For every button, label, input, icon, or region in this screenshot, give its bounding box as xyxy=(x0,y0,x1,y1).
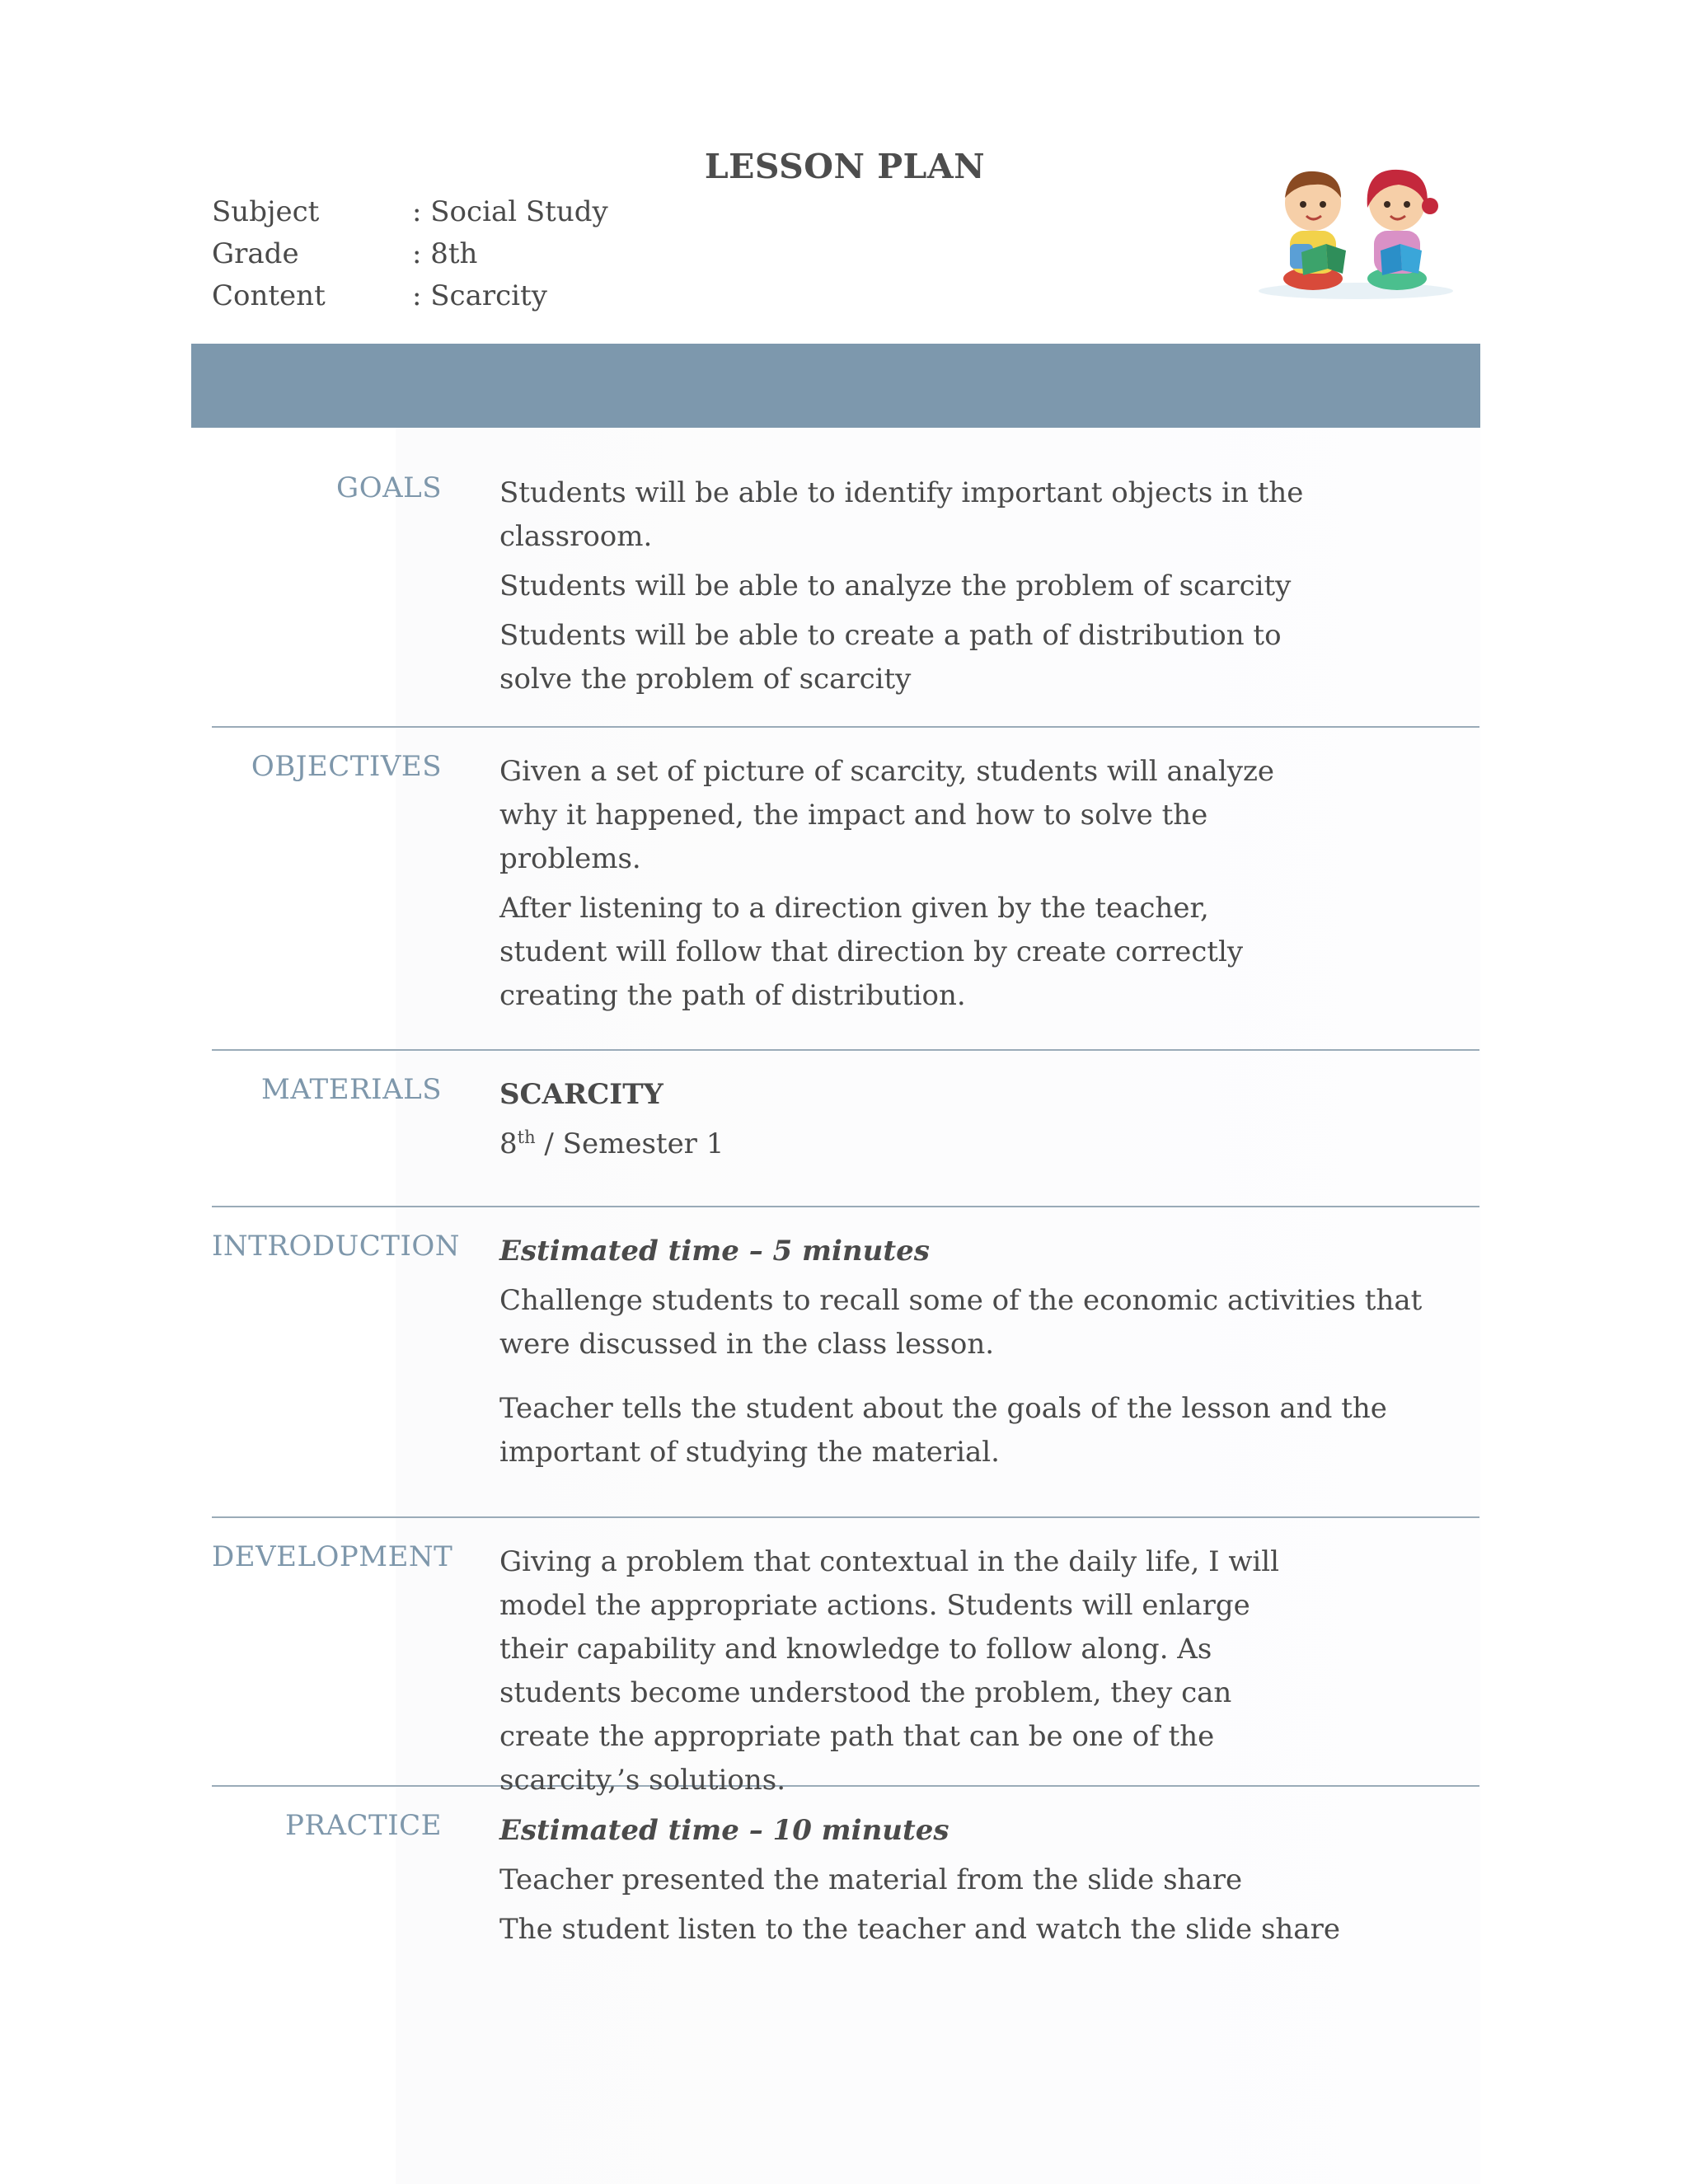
section-body xyxy=(499,471,1307,707)
section-goals xyxy=(212,457,1479,728)
goal-item: Students will be able to analyze the problem of scarcity xyxy=(499,569,1292,602)
section-objectives xyxy=(212,728,1479,1051)
materials-heading: SCARCITY xyxy=(499,1078,663,1111)
semester-text: / Semester 1 xyxy=(535,1127,724,1160)
meta-row-subject xyxy=(212,191,608,233)
estimated-time: Estimated time – 5 minutes xyxy=(499,1235,930,1268)
grade-suffix: th xyxy=(517,1127,536,1147)
meta-value: : Scarcity xyxy=(412,279,547,312)
header-banner xyxy=(191,344,1480,428)
section-body xyxy=(499,1809,1406,1957)
section-label: GOALS xyxy=(336,471,442,504)
introduction-item: Challenge students to recall some of the economic activities that were discussed in the class lesson. xyxy=(499,1284,1423,1361)
goal-item: Students will be able to create a path of distribution to solve the problem of scarcity xyxy=(499,619,1282,696)
children-reading-books-icon xyxy=(1249,155,1463,303)
estimated-time: Estimated time – 10 minutes xyxy=(499,1814,950,1847)
practice-item: Teacher presented the material from the slide share xyxy=(499,1863,1243,1896)
section-practice xyxy=(212,1787,1479,2034)
introduction-item: Teacher tells the student about the goals of the lesson and the important of studying the material. xyxy=(499,1392,1387,1469)
lesson-meta xyxy=(212,191,608,317)
grade-number: 8 xyxy=(499,1127,518,1160)
section-introduction xyxy=(212,1207,1479,1518)
section-materials xyxy=(212,1051,1479,1207)
section-body xyxy=(499,1540,1291,1808)
objective-item: After listening to a direction given by the teacher, student will follow that direction by create correctly creating the path of distribution. xyxy=(499,892,1244,1012)
meta-label: Grade xyxy=(212,237,299,270)
practice-item: The student listen to the teacher and watch the slide share xyxy=(499,1913,1340,1946)
section-label: MATERIALS xyxy=(261,1073,442,1106)
meta-row-content xyxy=(212,275,608,317)
section-body xyxy=(499,750,1307,1024)
development-text: Giving a problem that contextual in the daily life, I will model the appropriate actions. Students will enlarge their capability and knowledge to follow along. As students become understood the problem, they can create the appropriate path that can be one of the scarcity,’s solutions. xyxy=(499,1545,1280,1797)
goal-item: Students will be able to identify important objects in the classroom. xyxy=(499,476,1304,553)
page-title: LESSON PLAN xyxy=(704,147,986,186)
section-label: INTRODUCTION xyxy=(212,1230,460,1263)
section-body xyxy=(499,1073,1447,1172)
meta-value: : 8th xyxy=(412,237,478,270)
section-label: PRACTICE xyxy=(285,1809,442,1842)
section-label: OBJECTIVES xyxy=(251,750,442,783)
meta-value: : Social Study xyxy=(412,195,608,228)
materials-grade xyxy=(499,1122,1447,1166)
meta-label: Subject xyxy=(212,195,320,228)
section-body xyxy=(499,1230,1472,1480)
objective-item: Given a set of picture of scarcity, students will analyze why it happened, the impact and how to solve the problems. xyxy=(499,755,1275,875)
meta-row-grade xyxy=(212,233,608,275)
meta-label: Content xyxy=(212,279,326,312)
section-development xyxy=(212,1518,1479,1797)
section-label: DEVELOPMENT xyxy=(212,1540,453,1573)
